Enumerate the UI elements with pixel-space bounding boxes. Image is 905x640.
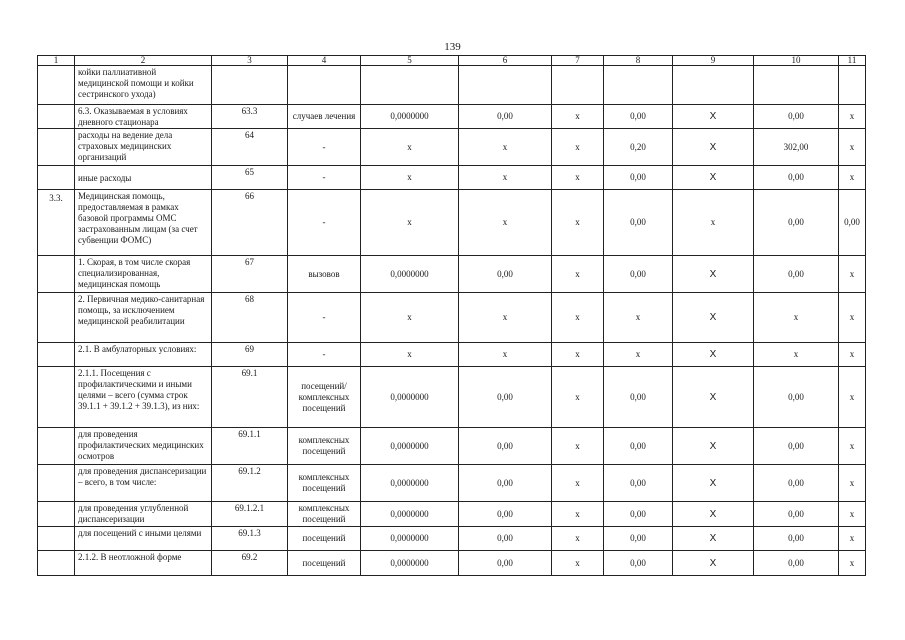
row-section-number <box>38 465 75 502</box>
row-section-number <box>38 166 75 190</box>
row-value-5: x <box>361 293 459 343</box>
row-section-number <box>38 527 75 551</box>
column-number: 4 <box>288 56 361 66</box>
row-value-10: x <box>754 293 839 343</box>
row-name: для проведения профилактических медицинских осмотров <box>75 428 212 465</box>
row-code: 64 <box>212 129 288 166</box>
column-number: 9 <box>673 56 754 66</box>
row-value-10: 0,00 <box>754 465 839 502</box>
row-value-11: x <box>839 166 866 190</box>
column-number: 3 <box>212 56 288 66</box>
row-value-9: X <box>673 367 754 428</box>
table-row <box>38 502 866 527</box>
row-section-number <box>38 343 75 367</box>
row-value-9: X <box>673 293 754 343</box>
row-value-11: x <box>839 293 866 343</box>
column-number: 10 <box>754 56 839 66</box>
row-name: для проведения диспансеризации – всего, в том числе: <box>75 465 212 502</box>
row-value-11: x <box>839 256 866 293</box>
row-unit: посещений <box>288 527 361 551</box>
table-row <box>38 105 866 129</box>
table-row <box>38 428 866 465</box>
row-value-8 <box>604 66 673 105</box>
row-value-8: 0,00 <box>604 256 673 293</box>
row-value-7: x <box>552 502 604 527</box>
row-value-7: x <box>552 190 604 256</box>
row-value-10: 302,00 <box>754 129 839 166</box>
row-unit: случаев лечения <box>288 105 361 129</box>
row-value-11: x <box>839 465 866 502</box>
row-name: Медицинская помощь, предоставляемая в рамках базовой программы ОМС застрахованным лицам (за счет субвенции ФОМС) <box>75 190 212 256</box>
row-value-11 <box>839 66 866 105</box>
row-unit: вызовов <box>288 256 361 293</box>
row-code: 69.1.3 <box>212 527 288 551</box>
row-value-7: x <box>552 527 604 551</box>
row-unit: посещений/комплексных посещений <box>288 367 361 428</box>
row-value-7: x <box>552 105 604 129</box>
row-value-8: x <box>604 293 673 343</box>
row-value-10: 0,00 <box>754 166 839 190</box>
row-value-8: x <box>604 343 673 367</box>
row-value-9: X <box>673 502 754 527</box>
row-value-6: x <box>459 293 552 343</box>
row-code: 69.1.2.1 <box>212 502 288 527</box>
row-value-10: 0,00 <box>754 256 839 293</box>
row-value-5: 0,0000000 <box>361 367 459 428</box>
row-unit: - <box>288 293 361 343</box>
row-section-number <box>38 66 75 105</box>
row-section-number <box>38 367 75 428</box>
row-value-10 <box>754 66 839 105</box>
row-unit <box>288 66 361 105</box>
row-value-7: x <box>552 129 604 166</box>
row-value-5: 0,0000000 <box>361 527 459 551</box>
table-row <box>38 166 866 190</box>
row-value-10: 0,00 <box>754 428 839 465</box>
table-row <box>38 551 866 576</box>
column-number: 2 <box>75 56 212 66</box>
column-number: 5 <box>361 56 459 66</box>
row-value-8: 0,00 <box>604 166 673 190</box>
row-value-7: x <box>552 256 604 293</box>
row-name: для проведения углубленной диспансеризации <box>75 502 212 527</box>
row-value-9: X <box>673 166 754 190</box>
row-section-number <box>38 428 75 465</box>
row-value-8: 0,00 <box>604 502 673 527</box>
row-value-5: x <box>361 166 459 190</box>
row-value-5: x <box>361 129 459 166</box>
row-section-number <box>38 256 75 293</box>
table-row <box>38 190 866 256</box>
table-row <box>38 527 866 551</box>
row-name: 6.3. Оказываемая в условиях дневного стационара <box>75 105 212 129</box>
row-value-7: x <box>552 428 604 465</box>
row-value-6: 0,00 <box>459 527 552 551</box>
column-number: 11 <box>839 56 866 66</box>
row-value-11: x <box>839 343 866 367</box>
row-section-number <box>38 105 75 129</box>
row-value-10: 0,00 <box>754 551 839 576</box>
row-value-7: x <box>552 465 604 502</box>
row-unit: - <box>288 190 361 256</box>
row-value-10: x <box>754 343 839 367</box>
column-number: 1 <box>38 56 75 66</box>
row-value-9: X <box>673 105 754 129</box>
row-value-8: 0,00 <box>604 190 673 256</box>
row-unit: - <box>288 343 361 367</box>
row-code: 67 <box>212 256 288 293</box>
row-name: для посещений с иными целями <box>75 527 212 551</box>
row-unit: - <box>288 129 361 166</box>
table-row <box>38 256 866 293</box>
row-value-9: X <box>673 527 754 551</box>
row-value-11: 0,00 <box>839 190 866 256</box>
row-code <box>212 66 288 105</box>
row-value-8: 0,00 <box>604 527 673 551</box>
table-row <box>38 343 866 367</box>
row-name: 2. Первичная медико-санитарная помощь, за исключением медицинской реабилитации <box>75 293 212 343</box>
row-code: 69.1.1 <box>212 428 288 465</box>
row-value-5: x <box>361 343 459 367</box>
table-row <box>38 66 866 105</box>
row-code: 69.1.2 <box>212 465 288 502</box>
financing-table <box>37 55 866 576</box>
row-value-5: 0,0000000 <box>361 465 459 502</box>
row-section-number <box>38 129 75 166</box>
row-value-6: x <box>459 129 552 166</box>
row-code: 69.2 <box>212 551 288 576</box>
row-code: 63.3 <box>212 105 288 129</box>
row-unit: посещений <box>288 551 361 576</box>
row-value-5: 0,0000000 <box>361 105 459 129</box>
row-value-9: X <box>673 256 754 293</box>
row-name: 2.1. В амбулаторных условиях: <box>75 343 212 367</box>
row-value-6 <box>459 66 552 105</box>
column-numbers-row <box>38 56 866 66</box>
row-value-7 <box>552 66 604 105</box>
row-unit: комплексных посещений <box>288 465 361 502</box>
row-value-7: x <box>552 343 604 367</box>
row-name: иные расходы <box>75 166 212 190</box>
row-code: 65 <box>212 166 288 190</box>
row-value-9: X <box>673 465 754 502</box>
row-value-10: 0,00 <box>754 502 839 527</box>
row-code: 68 <box>212 293 288 343</box>
row-value-9: x <box>673 190 754 256</box>
row-value-5: 0,0000000 <box>361 502 459 527</box>
row-value-11: x <box>839 105 866 129</box>
row-value-6: 0,00 <box>459 105 552 129</box>
row-value-6: 0,00 <box>459 367 552 428</box>
row-value-6: x <box>459 343 552 367</box>
row-section-number <box>38 502 75 527</box>
column-number: 7 <box>552 56 604 66</box>
table-row <box>38 465 866 502</box>
row-value-11: x <box>839 367 866 428</box>
row-value-9 <box>673 66 754 105</box>
row-value-8: 0,00 <box>604 551 673 576</box>
row-value-6: x <box>459 190 552 256</box>
row-value-9: X <box>673 551 754 576</box>
row-value-8: 0,00 <box>604 105 673 129</box>
row-value-10: 0,00 <box>754 367 839 428</box>
row-value-6: 0,00 <box>459 428 552 465</box>
table-row <box>38 293 866 343</box>
row-value-6: 0,00 <box>459 502 552 527</box>
row-name: 1. Скорая, в том числе скорая специализированная, медицинская помощь <box>75 256 212 293</box>
column-number: 8 <box>604 56 673 66</box>
row-value-10: 0,00 <box>754 105 839 129</box>
row-section-number: 3.3. <box>38 190 75 256</box>
row-value-8: 0,00 <box>604 367 673 428</box>
row-unit: комплексных посещений <box>288 502 361 527</box>
row-value-7: x <box>552 166 604 190</box>
row-value-6: 0,00 <box>459 465 552 502</box>
row-value-6: x <box>459 166 552 190</box>
row-value-11: x <box>839 551 866 576</box>
row-name: расходы на ведение дела страховых медицинских организаций <box>75 129 212 166</box>
row-value-5: x <box>361 190 459 256</box>
row-code: 66 <box>212 190 288 256</box>
row-value-7: x <box>552 551 604 576</box>
row-value-10: 0,00 <box>754 527 839 551</box>
row-section-number <box>38 551 75 576</box>
row-value-8: 0,00 <box>604 465 673 502</box>
row-value-7: x <box>552 293 604 343</box>
row-value-11: x <box>839 428 866 465</box>
row-name: койки паллиативной медицинской помощи и койки сестринского ухода) <box>75 66 212 105</box>
row-code: 69.1 <box>212 367 288 428</box>
row-value-9: X <box>673 129 754 166</box>
row-value-6: 0,00 <box>459 551 552 576</box>
row-name: 2.1.1. Посещения с профилактическими и иными целями – всего (сумма строк 39.1.1 + 39.1.2 + 39.1.3), из них: <box>75 367 212 428</box>
row-value-8: 0,00 <box>604 428 673 465</box>
page-number: 139 <box>444 41 461 53</box>
row-section-number <box>38 293 75 343</box>
row-value-10: 0,00 <box>754 190 839 256</box>
row-value-5: 0,0000000 <box>361 256 459 293</box>
row-value-5: 0,0000000 <box>361 551 459 576</box>
column-number: 6 <box>459 56 552 66</box>
row-code: 69 <box>212 343 288 367</box>
row-value-11: x <box>839 502 866 527</box>
row-value-9: X <box>673 428 754 465</box>
row-unit: - <box>288 166 361 190</box>
row-value-6: 0,00 <box>459 256 552 293</box>
row-unit: комплексных посещений <box>288 428 361 465</box>
row-name: 2.1.2. В неотложной форме <box>75 551 212 576</box>
row-value-5 <box>361 66 459 105</box>
row-value-5: 0,0000000 <box>361 428 459 465</box>
row-value-11: x <box>839 129 866 166</box>
row-value-9: X <box>673 343 754 367</box>
row-value-7: x <box>552 367 604 428</box>
row-value-8: 0,20 <box>604 129 673 166</box>
table-row <box>38 129 866 166</box>
table-row <box>38 367 866 428</box>
row-value-11: x <box>839 527 866 551</box>
